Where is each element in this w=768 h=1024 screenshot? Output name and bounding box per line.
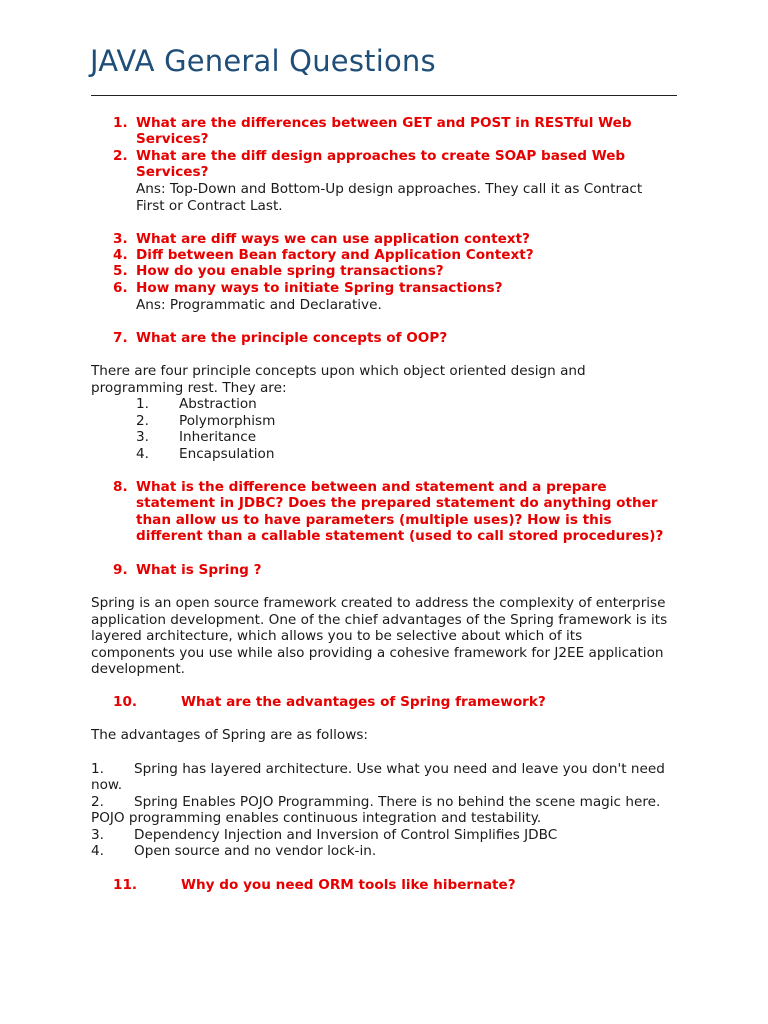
list-text: now. [91, 777, 123, 793]
question-text: Diff between Bean factory and Application Context? [136, 247, 534, 263]
question-number: 2. [113, 148, 128, 164]
question-text: Services? [136, 131, 209, 147]
list-number: 1. [91, 761, 104, 777]
question-text: Why do you need ORM tools like hibernate? [181, 877, 516, 893]
question-number: 5. [113, 263, 128, 279]
list-text: Spring Enables POJO Programming. There is no behind the scene magic here. [134, 794, 661, 810]
question-text: What are the differences between GET and POST in RESTful Web [136, 115, 632, 131]
paragraph-text: application development. One of the chief advantages of the Spring framework is its [91, 612, 668, 628]
question-number: 8. [113, 479, 128, 495]
list-number: 3. [136, 429, 149, 445]
list-text: POJO programming enables continuous integration and testability. [91, 810, 542, 826]
list-text: Dependency Injection and Inversion of Control Simplifies JDBC [134, 827, 558, 843]
paragraph-text: Spring is an open source framework created to address the complexity of enterprise [91, 595, 666, 611]
list-number: 4. [136, 446, 149, 462]
question-text: Services? [136, 164, 209, 180]
paragraph-text: development. [91, 661, 185, 677]
paragraph-text: programming rest. They are: [91, 380, 287, 396]
list-number: 3. [91, 827, 104, 843]
paragraph-text: There are four principle concepts upon which object oriented design and [91, 363, 586, 379]
paragraph-text: The advantages of Spring are as follows: [91, 727, 369, 743]
question-text: How many ways to initiate Spring transactions? [136, 280, 503, 296]
list-text: Encapsulation [179, 446, 275, 462]
paragraph-text: layered architecture, which allows you to be selective about which of its [91, 628, 583, 644]
question-text: What are the principle concepts of OOP? [136, 330, 448, 346]
title-underline [91, 95, 677, 96]
list-text: Open source and no vendor lock-in. [134, 843, 377, 859]
question-number: 3. [113, 231, 128, 247]
question-text: What is the difference between and statement and a prepare [136, 479, 607, 495]
question-number: 11. [113, 877, 138, 893]
question-number: 6. [113, 280, 128, 296]
question-text: What are the diff design approaches to create SOAP based Web [136, 148, 626, 164]
list-text: Inheritance [179, 429, 257, 445]
list-text: Spring has layered architecture. Use what you need and leave you don't need [134, 761, 665, 777]
list-text: Abstraction [179, 396, 257, 412]
question-number: 4. [113, 247, 128, 263]
question-text: How do you enable spring transactions? [136, 263, 444, 279]
question-number: 7. [113, 330, 128, 346]
list-text: Polymorphism [179, 413, 276, 429]
list-number: 2. [91, 794, 104, 810]
answer-text: Ans: Programmatic and Declarative. [136, 297, 382, 313]
question-number: 1. [113, 115, 128, 131]
paragraph-text: components you use while also providing a cohesive framework for J2EE application [91, 645, 664, 661]
question-number: 10. [113, 694, 138, 710]
answer-text: First or Contract Last. [136, 198, 283, 214]
question-text: different than a callable statement (used to call stored procedures)? [136, 528, 664, 544]
answer-text: Ans: Top-Down and Bottom-Up design approaches. They call it as Contract [136, 181, 643, 197]
page-title: JAVA General Questions [90, 44, 436, 78]
question-text: What are the advantages of Spring framework? [181, 694, 546, 710]
list-number: 1. [136, 396, 149, 412]
question-text: What are diff ways we can use application context? [136, 231, 530, 247]
list-number: 4. [91, 843, 104, 859]
question-text: What is Spring ? [136, 562, 262, 578]
question-text: statement in JDBC? Does the prepared statement do anything other [136, 495, 658, 511]
question-number: 9. [113, 562, 128, 578]
question-text: than allow us to have parameters (multiple uses)? How is this [136, 512, 612, 528]
list-number: 2. [136, 413, 149, 429]
